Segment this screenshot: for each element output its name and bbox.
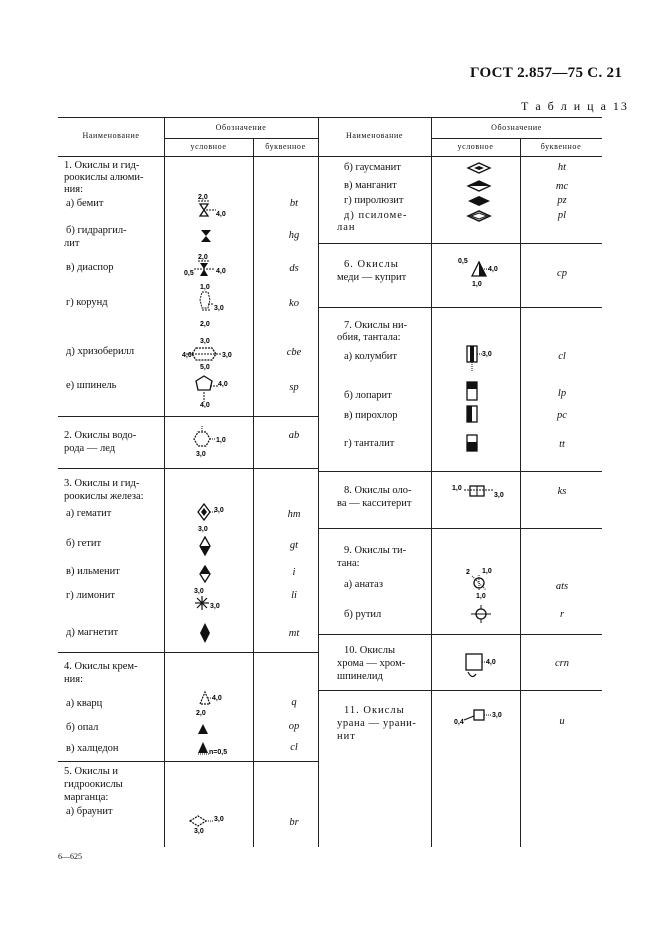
svg-text:1,0: 1,0 xyxy=(472,281,482,288)
item-code: li xyxy=(291,590,297,601)
group-title-line: 8. Окислы оло- xyxy=(344,485,412,496)
item-name: а) анатаз xyxy=(344,579,383,590)
svg-text:4,0: 4,0 xyxy=(182,352,192,359)
svg-text:1,0: 1,0 xyxy=(482,568,492,575)
row-sep xyxy=(318,634,602,635)
opal-symbol xyxy=(196,722,210,736)
group-title-line: 2. Окислы водо- xyxy=(64,430,137,441)
item-code: crn xyxy=(555,658,569,669)
svg-text:n=0,5: n=0,5 xyxy=(209,749,228,756)
header-conventional-right: условное xyxy=(457,142,494,151)
rutile-symbol xyxy=(470,604,492,624)
item-name: лан xyxy=(337,222,356,233)
item-name: в) манганит xyxy=(344,180,397,191)
row-sep xyxy=(318,471,602,472)
svg-text:3,0: 3,0 xyxy=(196,451,206,458)
corundum-symbol xyxy=(194,282,234,330)
item-code: ht xyxy=(557,162,567,173)
item-code: op xyxy=(288,721,300,732)
item-code: cbe xyxy=(286,347,302,358)
row-sep xyxy=(318,243,602,244)
chalcedony-symbol xyxy=(196,740,246,756)
svg-text:3,0: 3,0 xyxy=(210,603,220,610)
svg-text:3,0: 3,0 xyxy=(194,828,204,835)
item-name: а) кварц xyxy=(66,698,103,709)
svg-text:3,0: 3,0 xyxy=(222,352,232,359)
header-subrule-right xyxy=(431,138,602,139)
item-name: д) хризоберилл xyxy=(66,346,135,357)
svg-text:3,0: 3,0 xyxy=(214,305,224,312)
item-code: ko xyxy=(289,298,299,309)
item-name: в) ильменит xyxy=(66,566,120,577)
item-code: ab xyxy=(288,430,300,441)
group-title-line: шпинелид xyxy=(337,671,383,682)
limonite-symbol xyxy=(192,586,232,614)
svg-text:3,0: 3,0 xyxy=(198,526,208,533)
item-name: б) рутил xyxy=(344,609,382,620)
svg-text:3,0: 3,0 xyxy=(214,507,224,514)
spinel-symbol xyxy=(192,372,232,408)
row-sep xyxy=(58,416,318,417)
svg-text:3,0: 3,0 xyxy=(200,338,210,345)
item-code: tt xyxy=(559,439,565,450)
group-title-line: ва — касситерит xyxy=(337,498,412,509)
cassiterite-symbol xyxy=(450,482,510,502)
chromespinelide-symbol xyxy=(460,648,502,684)
item-code: cp xyxy=(557,268,567,279)
group-title-line: 11. Окислы xyxy=(344,705,405,716)
group-title-line: роокислы алюми- xyxy=(64,172,144,183)
hematite-symbol xyxy=(194,502,234,534)
item-code: pc xyxy=(557,410,567,421)
item-name: а) браунит xyxy=(66,806,113,817)
header-designation-right: Обозначение xyxy=(491,123,542,132)
item-name: а) колумбит xyxy=(344,351,398,362)
item-name: г) лимонит xyxy=(66,590,116,601)
svg-text:1,0: 1,0 xyxy=(200,284,210,291)
group-title-line: урана — урани- xyxy=(337,718,417,729)
item-name: лит xyxy=(64,238,80,249)
group-title-line: гидроокислы xyxy=(64,779,123,790)
row-sep xyxy=(58,652,318,653)
header-letter-right: буквенное xyxy=(540,142,582,151)
row-sep xyxy=(58,468,318,469)
diaspore-symbol xyxy=(184,251,232,281)
header-name-right: Наименование xyxy=(345,131,404,140)
col-divider-2 xyxy=(253,138,254,847)
group-title-line: нит xyxy=(337,731,356,742)
item-code: r xyxy=(559,609,565,620)
svg-text:4,0: 4,0 xyxy=(218,381,228,388)
svg-text:4,0: 4,0 xyxy=(486,659,496,666)
item-code: q xyxy=(291,697,297,708)
group-title-line: 10. Окислы xyxy=(344,645,396,656)
svg-text:4,0: 4,0 xyxy=(212,695,222,702)
item-code: ks xyxy=(557,486,567,497)
header-letter-left: буквенное xyxy=(265,142,306,151)
ice-symbol xyxy=(188,424,234,458)
columbite-symbol xyxy=(464,344,500,374)
goethite-symbol xyxy=(198,536,212,556)
item-name: д) магнетит xyxy=(66,627,119,638)
group-title-line: тана: xyxy=(337,558,360,569)
header-designation-left: Обозначение xyxy=(215,123,267,132)
header-subrule-left xyxy=(164,138,318,139)
item-code: hm xyxy=(287,509,301,520)
group-title-line: марганца: xyxy=(64,792,109,803)
group-title-line: 6. Окислы xyxy=(344,259,399,270)
svg-text:0,5: 0,5 xyxy=(458,258,468,265)
col-divider-mid xyxy=(318,117,319,847)
group-title-line: меди — куприт xyxy=(337,272,407,283)
item-name: д) псиломе- xyxy=(344,210,408,221)
svg-text:3,0: 3,0 xyxy=(194,588,204,595)
ilmenite-symbol xyxy=(198,565,212,583)
svg-text:2,0: 2,0 xyxy=(196,710,206,717)
sym-label: 4,0 xyxy=(216,211,226,218)
anatase-symbol xyxy=(462,566,498,600)
group-title-line: рода — лед xyxy=(64,443,116,454)
tantalite-symbol xyxy=(464,433,480,453)
svg-text:3,0: 3,0 xyxy=(492,712,502,719)
item-code: cl xyxy=(558,351,566,362)
item-code: gt xyxy=(289,540,299,551)
item-name: а) гематит xyxy=(66,508,112,519)
group-title-line: 4. Окислы крем- xyxy=(64,661,138,672)
item-code: ats xyxy=(555,581,569,592)
item-code: mc xyxy=(555,181,569,192)
sym-label: 2,0 xyxy=(198,194,208,201)
group-title-line: 9. Окислы ти- xyxy=(344,545,407,556)
item-code: br xyxy=(289,817,299,828)
item-name: г) пиролюзит xyxy=(344,195,404,206)
item-code: pl xyxy=(557,210,567,221)
header-conventional-left: условное xyxy=(190,142,227,151)
page-footer: 6—625 xyxy=(58,852,82,861)
col-divider-1 xyxy=(164,117,165,847)
item-code: cl xyxy=(290,742,298,753)
col-divider-4 xyxy=(520,138,521,847)
psilomelane-symbol xyxy=(466,210,492,222)
item-name: б) гидраргил- xyxy=(66,225,127,236)
group-title-line: хрома — хром- xyxy=(337,658,406,669)
table-top-border xyxy=(58,117,602,118)
group-title-line: обия, тантала: xyxy=(337,332,401,343)
row-sep xyxy=(318,528,602,529)
svg-text:0,4: 0,4 xyxy=(454,719,464,726)
item-name: г) танталит xyxy=(344,438,395,449)
row-sep xyxy=(318,690,602,691)
item-code: bt xyxy=(289,198,299,209)
quartz-symbol xyxy=(194,688,234,718)
group-title-line: 5. Окислы и xyxy=(64,766,119,777)
item-name: в) халцедон xyxy=(66,743,119,754)
item-name: е) шпинель xyxy=(66,380,117,391)
svg-text:0,5: 0,5 xyxy=(184,270,194,277)
header-name-left: Наименование xyxy=(82,131,140,140)
page-header: ГОСТ 2.857—75 С. 21 xyxy=(470,65,623,81)
item-code: i xyxy=(292,567,296,578)
item-name: б) опал xyxy=(66,722,99,733)
item-code: u xyxy=(559,716,565,727)
item-name: б) гетит xyxy=(66,538,102,549)
group-title-line: 7. Окислы ни- xyxy=(344,320,408,331)
manganite-symbol xyxy=(466,180,492,192)
item-name: б) лопарит xyxy=(344,390,392,401)
item-code: mt xyxy=(288,628,300,639)
hausmannite-symbol xyxy=(466,162,492,174)
group-title-line: ния: xyxy=(64,184,83,195)
col-divider-3 xyxy=(431,117,432,847)
loparite-symbol xyxy=(464,380,480,402)
svg-text:2: 2 xyxy=(466,569,470,576)
group-title-line: 3. Окислы и гид- xyxy=(64,478,140,489)
item-code: lp xyxy=(557,388,567,399)
item-code: sp xyxy=(289,382,299,393)
svg-text:4,0: 4,0 xyxy=(488,266,498,273)
svg-text:1,0: 1,0 xyxy=(452,485,462,492)
svg-text:5,0: 5,0 xyxy=(200,364,210,371)
cuprite-symbol xyxy=(456,254,502,288)
chrysoberyl-symbol xyxy=(182,336,234,372)
svg-text:3,0: 3,0 xyxy=(494,492,504,499)
svg-text:2,0: 2,0 xyxy=(198,254,208,261)
table-caption: Т а б л и ц а 13 xyxy=(521,99,629,113)
item-code: ds xyxy=(289,263,299,274)
svg-text:2,0: 2,0 xyxy=(200,321,210,328)
group-title-line: 1. Окислы и гид- xyxy=(64,160,140,171)
item-name: а) бемит xyxy=(66,198,104,209)
row-sep xyxy=(58,761,318,762)
item-name: г) корунд xyxy=(66,297,108,308)
magnetite-symbol xyxy=(198,622,212,644)
svg-text:4,0: 4,0 xyxy=(200,402,210,408)
pyrochlore-symbol xyxy=(464,404,480,424)
svg-text:3,0: 3,0 xyxy=(214,816,224,823)
svg-text:4,0: 4,0 xyxy=(216,268,226,275)
item-name: в) пирохлор xyxy=(344,410,398,421)
pyrolusite-symbol xyxy=(466,195,492,207)
group-title-line: роокислы железа: xyxy=(64,491,144,502)
row-sep xyxy=(318,307,602,308)
item-code: hg xyxy=(288,230,300,241)
svg-text:3,0: 3,0 xyxy=(482,351,492,358)
boehmite-symbol xyxy=(192,192,232,222)
group-title-line: ния: xyxy=(64,674,83,685)
item-code: pz xyxy=(557,195,567,206)
svg-text:1,0: 1,0 xyxy=(476,593,486,600)
braunite-symbol xyxy=(184,812,230,836)
hydrargillite-symbol xyxy=(198,228,218,246)
item-name: б) гаусманит xyxy=(344,162,401,173)
item-name: в) диаспор xyxy=(66,262,114,273)
svg-text:1,0: 1,0 xyxy=(216,437,226,444)
uraninite-symbol xyxy=(452,706,506,728)
